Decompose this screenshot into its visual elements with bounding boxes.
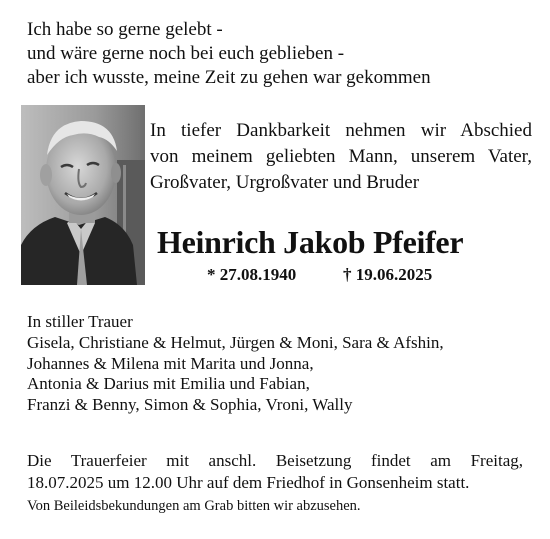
funeral-service-info bbox=[27, 450, 523, 494]
portrait-photo bbox=[21, 105, 145, 285]
birth-date: * 27.08.1940 bbox=[207, 265, 297, 284]
mourners-list bbox=[27, 312, 527, 416]
intro-line: Großvater, Urgroßvater und Bruder bbox=[150, 172, 420, 193]
death-date: † 19.06.2025 bbox=[343, 265, 433, 284]
mourners-line: Johannes & Milena mit Marita und Jonna, bbox=[27, 353, 314, 373]
poem-line: und wäre gerne noch bei euch geblieben - bbox=[27, 43, 345, 64]
deceased-name: Heinrich Jakob Pfeifer bbox=[157, 224, 464, 260]
poem-line: Ich habe so gerne gelebt - bbox=[27, 19, 223, 40]
portrait-image bbox=[21, 105, 145, 285]
intro-line: von meinem geliebten Mann, unserem Vater, bbox=[150, 146, 532, 167]
poem-line: aber ich wusste, meine Zeit zu gehen war gekommen bbox=[27, 67, 431, 88]
mourners-line: Gisela, Christiane & Helmut, Jürgen & Moni, Sara & Afshin, bbox=[27, 332, 444, 352]
mourners-line: Antonia & Darius mit Emilia und Fabian, bbox=[27, 374, 310, 394]
intro-line: In tiefer Dankbarkeit nehmen wir Abschied bbox=[150, 120, 532, 141]
mourners-heading: In stiller Trauer bbox=[27, 312, 133, 331]
condolence-request: Von Beileidsbekundungen am Grab bitten wir abzusehen. bbox=[27, 498, 361, 514]
service-line: 18.07.2025 um 12.00 Uhr auf dem Friedhof in Gonsenheim statt. bbox=[27, 473, 470, 492]
service-line: Die Trauerfeier mit anschl. Beisetzung findet am Freitag, bbox=[27, 451, 523, 470]
mourners-line: Franzi & Benny, Simon & Sophia, Vroni, Wally bbox=[27, 395, 353, 415]
poem bbox=[27, 18, 527, 90]
intro-text bbox=[150, 118, 532, 196]
